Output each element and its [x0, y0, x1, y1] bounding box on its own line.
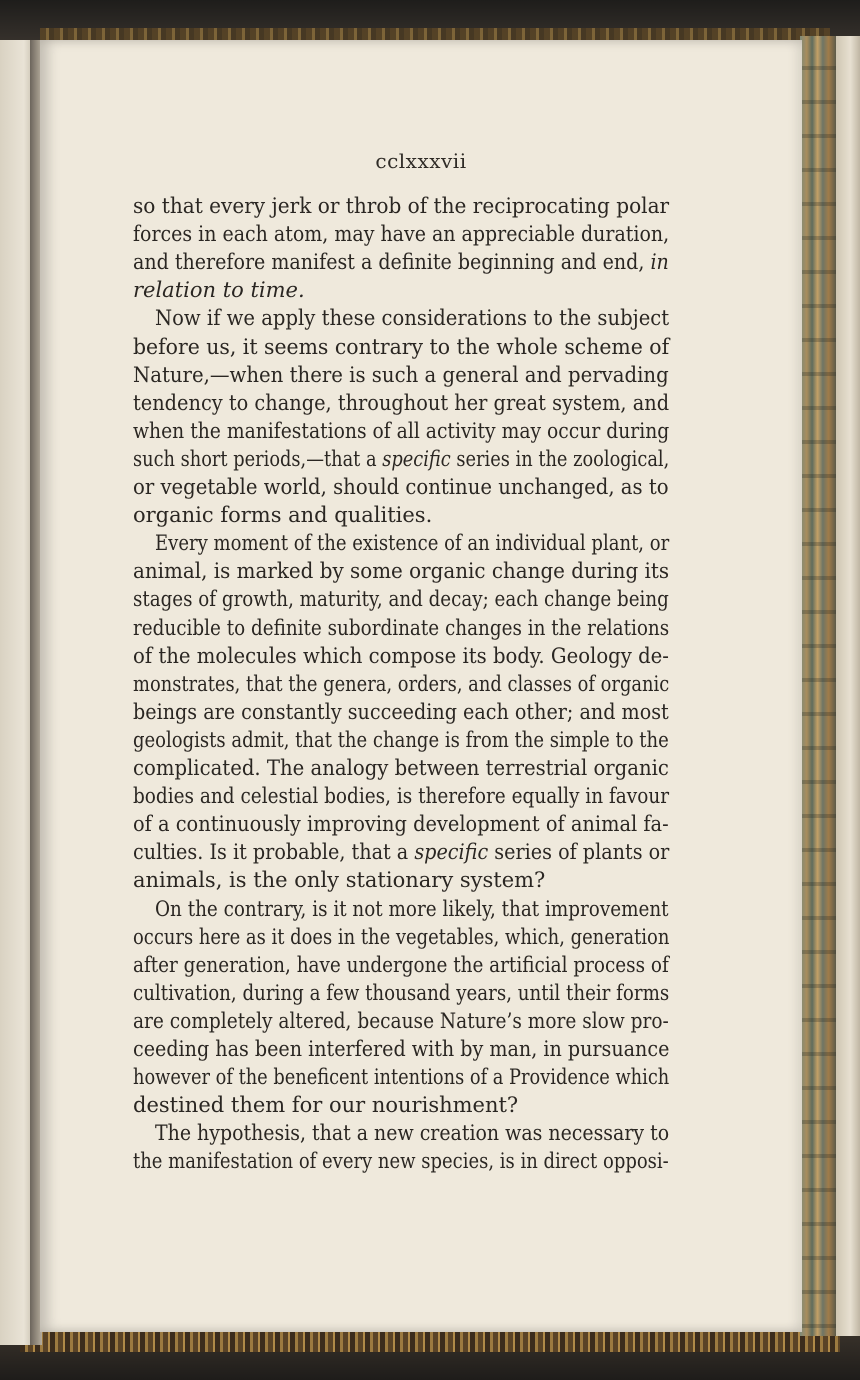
text-run: such short periods,—that a [133, 446, 383, 471]
text-line [133, 1007, 669, 1035]
text-line [133, 838, 670, 866]
text-line [133, 585, 669, 613]
italic-text: specific [414, 840, 489, 865]
text-run: series of plants or [488, 840, 670, 865]
text-line [133, 951, 669, 979]
text-line [133, 979, 670, 1007]
text-line [133, 501, 432, 529]
italic-text: specific [382, 446, 451, 471]
text-run: however of the beneficent intentions of a Providence which [133, 1065, 670, 1090]
text-line [155, 304, 670, 332]
text-line [133, 810, 669, 838]
text-run: stages of growth, maturity, and decay; each change being [133, 587, 669, 612]
text-line [133, 361, 669, 389]
text-run: so that every jerk or throb of the reciprocating polar [133, 194, 670, 218]
text-run: destined them for our nourishment? [133, 1093, 519, 1118]
text-run: tendency to change, throughout her great system, and [133, 390, 670, 415]
text-run: On the contrary, is it not more likely, that improvement [155, 896, 669, 921]
text-line [133, 333, 670, 361]
text-line [155, 895, 669, 923]
text-line [133, 445, 670, 473]
text-run: reducible to definite subordinate changes in the relations [133, 615, 670, 640]
text-line [155, 1119, 670, 1147]
text-line [133, 1035, 670, 1063]
cover-edge-bottom [20, 1330, 840, 1352]
text-run: before us, it seems contrary to the whole scheme of [133, 334, 670, 359]
text-run: culties. Is it probable, that a [133, 840, 415, 865]
text-line [155, 529, 670, 557]
text-run: Now if we apply these considerations to the subject [155, 306, 670, 331]
text-run: geologists admit, that the change is from the simple to the [133, 727, 669, 752]
text-run: are completely altered, because Nature’s more slow pro- [133, 1008, 669, 1033]
text-line [133, 1147, 669, 1175]
facing-page-edge [0, 40, 34, 1345]
text-line [133, 670, 670, 698]
text-line [133, 782, 670, 810]
text-run: forces in each atom, may have an appreciable duration, [133, 222, 670, 247]
text-run: of a continuously improving development of animal fa- [133, 812, 669, 837]
text-line [133, 557, 670, 585]
text-line [133, 642, 669, 670]
text-line [133, 389, 670, 417]
marbled-fore-edge [800, 36, 838, 1336]
text-line [133, 923, 670, 951]
text-run: cultivation, during a few thousand years, until their forms [133, 980, 670, 1005]
text-line [133, 473, 669, 501]
text-line [133, 220, 670, 248]
text-run: or vegetable world, should continue unchanged, as to [133, 475, 669, 499]
text-line [133, 726, 669, 754]
text-run: beings are constantly succeeding each other; and most [133, 699, 669, 724]
text-run: The hypothesis, that a new creation was necessary to [155, 1121, 670, 1146]
page-stack-edge [836, 36, 860, 1336]
text-line [133, 698, 669, 726]
text-line [133, 192, 670, 220]
text-line [133, 276, 305, 304]
text-line [133, 1063, 670, 1091]
text-run: complicated. The analogy between terrestrial organic [133, 756, 669, 780]
italic-text: relation to time. [133, 278, 305, 303]
text-run: the manifestation of every new species, is in direct opposi- [133, 1149, 669, 1174]
text-run: animal, is marked by some organic change during its [133, 559, 670, 584]
text-run: after generation, have undergone the artificial process of [133, 952, 669, 977]
text-run: and therefore manifest a definite beginning and end, [133, 250, 651, 275]
text-run: monstrates, that the genera, orders, and classes of organic [133, 671, 670, 696]
text-line [133, 1091, 518, 1119]
text-run: bodies and celestial bodies, is therefore equally in favour [133, 784, 670, 809]
text-run: organic forms and qualities. [133, 503, 433, 528]
running-head-page-number: cclxxxvii [375, 149, 467, 173]
text-line [133, 248, 669, 276]
italic-text: in [650, 250, 669, 275]
text-run: of the molecules which compose its body. Geology de- [133, 643, 669, 668]
text-run: when the manifestations of all activity may occur during [133, 418, 670, 443]
text-line [133, 754, 669, 782]
text-line [133, 866, 545, 894]
text-line [133, 614, 670, 642]
text-run: Nature,—when there is such a general and pervading [133, 362, 669, 387]
text-line [133, 417, 670, 445]
text-run: ceeding has been interfered with by man, in pursuance [133, 1037, 670, 1061]
text-run: animals, is the only stationary system? [133, 868, 546, 893]
book-page [40, 40, 802, 1332]
text-run: series in the zoological, [450, 446, 670, 471]
text-run: occurs here as it does in the vegetables, which, generation [133, 924, 670, 949]
text-run: Every moment of the existence of an individual plant, or [155, 531, 670, 556]
